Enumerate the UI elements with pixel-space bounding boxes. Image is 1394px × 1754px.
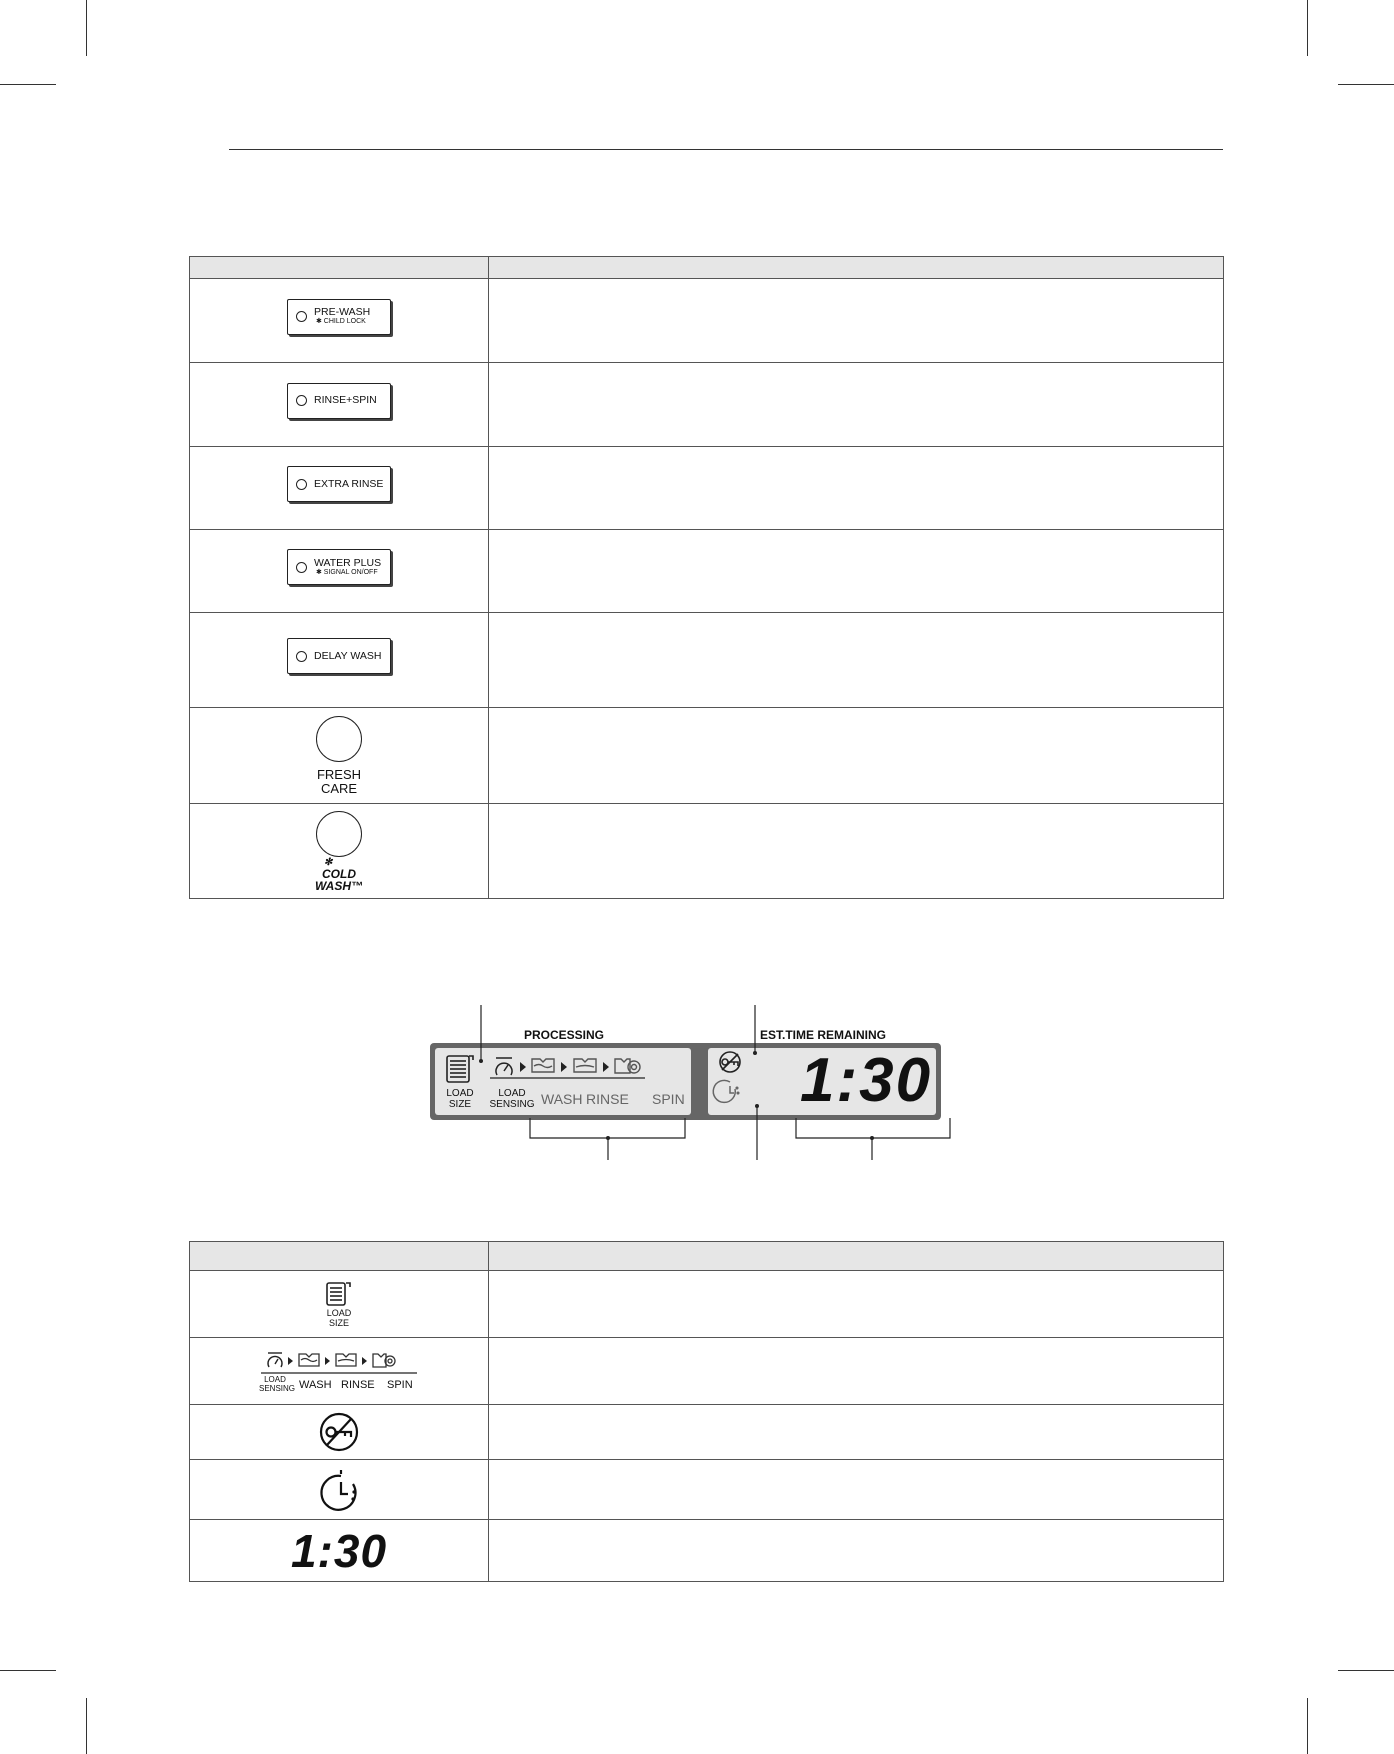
table-row xyxy=(190,1405,1224,1460)
description-cell xyxy=(489,1460,1224,1520)
description-cell xyxy=(489,1338,1224,1405)
button-label: DELAY WASH xyxy=(314,649,382,662)
description-cell xyxy=(489,1271,1224,1338)
table-row xyxy=(190,1338,1224,1405)
spin-label: SPIN xyxy=(652,1091,685,1107)
load-size-icon xyxy=(324,1280,354,1308)
delay-wash-clock-icon xyxy=(317,1466,361,1514)
button-sublabel: ✱ CHILD LOCK xyxy=(316,318,366,325)
table-row xyxy=(190,1271,1224,1338)
est-time-label: EST.TIME REMAINING xyxy=(760,1028,887,1042)
rinse-label: RINSE xyxy=(341,1379,375,1391)
wash-label: WASH xyxy=(299,1379,332,1391)
button-label: CARE xyxy=(320,780,358,796)
spin-label: SPIN xyxy=(387,1379,413,1391)
button-label: COLD xyxy=(322,866,356,881)
button-label: EXTRA RINSE xyxy=(314,477,384,490)
load-size-label: LOAD xyxy=(326,1308,352,1318)
button-label: PRE-WASH xyxy=(314,306,371,318)
button-label: WATER PLUS xyxy=(314,556,382,569)
child-lock-icon xyxy=(317,1410,361,1454)
load-size-label: SIZE xyxy=(448,1099,472,1110)
button-label: WASH™ xyxy=(315,878,363,893)
table-row xyxy=(190,1460,1224,1520)
button-sublabel: ✱ SIGNAL ON/OFF xyxy=(316,568,378,576)
snowflake-icon: ✻ xyxy=(324,856,333,868)
description-cell xyxy=(489,1405,1224,1460)
display-icons-table xyxy=(189,1241,1224,1582)
button-label: RINSE+SPIN xyxy=(314,394,377,406)
rinse-label: RINSE xyxy=(586,1091,629,1107)
processing-label: PROCESSING xyxy=(524,1028,605,1042)
time-remaining-display: 1:30 xyxy=(800,1046,933,1115)
load-sensing-label: LOAD xyxy=(498,1088,526,1099)
load-size-label: LOAD xyxy=(446,1088,474,1099)
load-sensing-label: SENSING xyxy=(489,1099,535,1110)
load-sensing-label: LOAD xyxy=(264,1375,286,1384)
wash-label: WASH xyxy=(541,1091,583,1107)
table-header-row xyxy=(190,1242,1224,1271)
button-label: FRESH xyxy=(316,766,362,782)
load-size-label: SIZE xyxy=(328,1318,349,1328)
table-row xyxy=(190,1520,1224,1582)
load-sensing-label: SENSING xyxy=(259,1384,296,1393)
time-remaining-display: 1:30 xyxy=(290,1524,388,1577)
description-cell xyxy=(489,1520,1224,1582)
process-icons xyxy=(259,1347,419,1375)
